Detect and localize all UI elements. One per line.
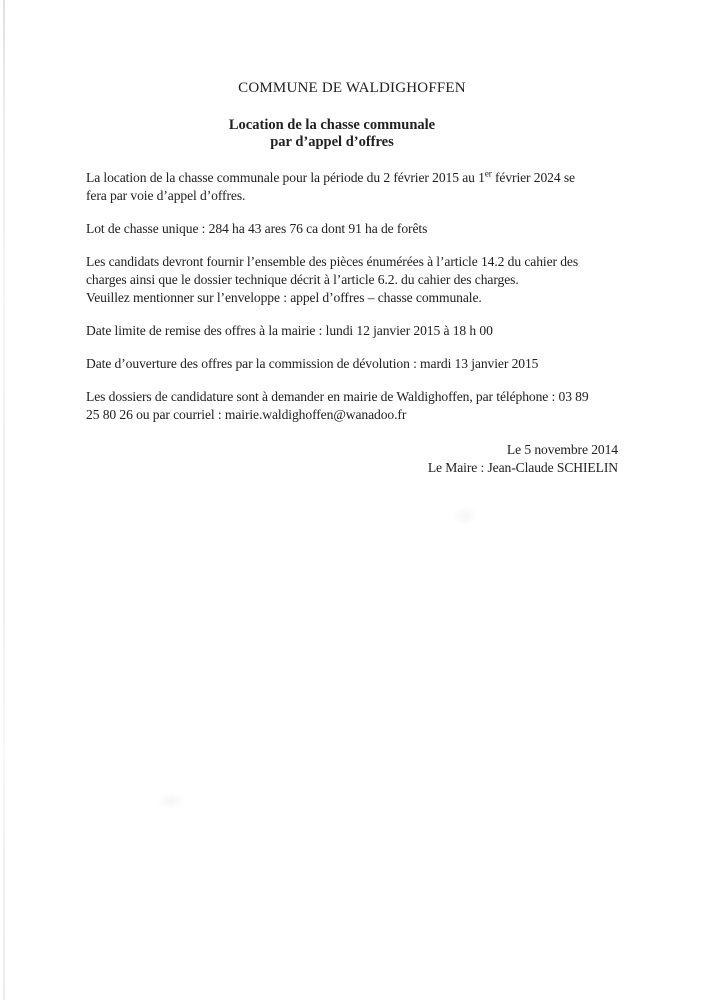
intro-line-1: [86, 169, 618, 187]
paragraph-dossiers: [86, 388, 618, 424]
document-subtitle: [86, 117, 618, 150]
candidats-line-1: Les candidats devront fournir l’ensemble des pièces énumérées à l’article 14.2 du cahier des: [86, 254, 579, 269]
subtitle-line-1: Location de la chasse communale: [228, 117, 436, 133]
paragraph-date-ouverture: [86, 355, 618, 373]
scan-smudge: [452, 506, 478, 526]
dossiers-line-2: 25 80 26 ou par courriel : mairie.waldighoffen@wanadoo.fr: [86, 407, 407, 422]
intro-line-2: fera par voie d’appel d’offres.: [86, 188, 246, 203]
date-limite-line: Date limite de remise des offres à la mairie : lundi 12 janvier 2015 à 18 h 00: [86, 323, 493, 338]
commune-title: COMMUNE DE WALDIGHOFFEN: [238, 80, 466, 96]
signature-date: Le 5 novembre 2014: [506, 442, 618, 457]
date-ouverture-line: Date d’ouverture des offres par la commission de dévolution : mardi 13 janvier 2015: [86, 356, 539, 371]
lot-line: Lot de chasse unique : 284 ha 43 ares 76 ca dont 91 ha de forêts: [86, 221, 428, 236]
intro-line-1-tail: février 2024 se: [491, 170, 575, 185]
paragraph-date-limite: [86, 322, 618, 340]
subtitle-line-2: par d’appel d’offres: [270, 133, 394, 150]
dossiers-line-1: Les dossiers de candidature sont à demander en mairie de Waldighoffen, par téléphone : 03 89: [86, 389, 589, 404]
paragraph-intro: [86, 169, 618, 205]
scanner-edge-artifact: [3, 0, 5, 1000]
ordinal-superscript: er: [484, 168, 492, 179]
signature-signer: Le Maire : Jean-Claude SCHIELIN: [427, 460, 618, 475]
candidats-line-3: Veuillez mentionner sur l’enveloppe : appel d’offres – chasse communale.: [86, 290, 482, 305]
document-content: [86, 80, 618, 477]
signature-block: [86, 441, 618, 477]
candidats-line-2: charges ainsi que le dossier technique décrit à l’article 6.2. du cahier des charges.: [86, 272, 519, 287]
paragraph-lot: [86, 220, 618, 238]
scan-smudge: [156, 792, 186, 810]
paragraph-candidats: [86, 253, 618, 307]
intro-line-1-text: La location de la chasse communale pour la période du 2 février 2015 au 1: [86, 170, 485, 185]
